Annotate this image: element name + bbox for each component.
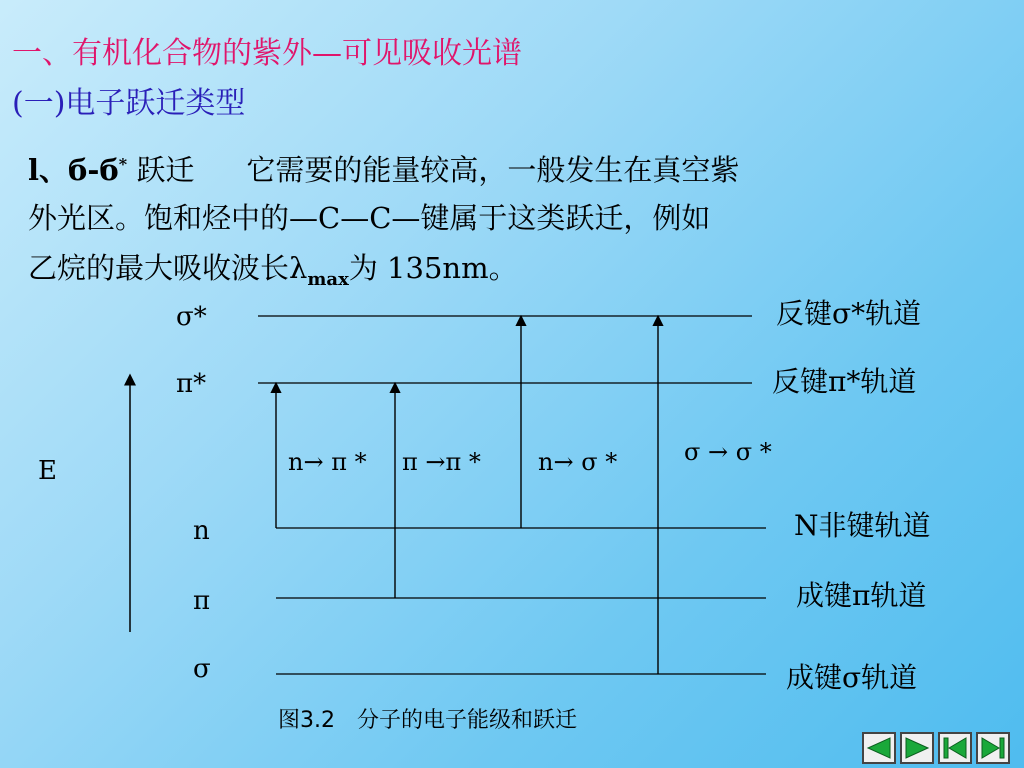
orbital-label-pi-star: 反键π*轨道	[772, 365, 917, 398]
play-left-icon	[866, 737, 892, 759]
play-right-icon	[904, 737, 930, 759]
next-button[interactable]	[900, 732, 934, 764]
skip-first-icon	[942, 737, 968, 759]
skip-last-icon	[980, 737, 1006, 759]
paragraph-line-3: 乙烷的最大吸收波长$\lambda_{max}$为 135nm。	[28, 251, 518, 290]
subsection-title: (一)电子跃迁类型	[12, 86, 246, 121]
level-label-sigma: σ	[193, 654, 211, 684]
transition-label-pi-pi: π →π *	[402, 448, 481, 476]
orbital-label-pi: 成键π轨道	[796, 579, 927, 612]
transition-label-n-sigma: n→ σ *	[538, 448, 618, 476]
slide-navigation	[862, 732, 1010, 764]
level-label-pi: π	[193, 586, 211, 616]
level-label-pi-star: π*	[176, 369, 207, 399]
orbital-label-n: N非键轨道	[794, 509, 931, 542]
level-label-sigma-star: σ*	[176, 302, 207, 332]
energy-axis-label: E	[38, 456, 57, 486]
first-button[interactable]	[938, 732, 972, 764]
previous-button[interactable]	[862, 732, 896, 764]
level-label-n: n	[193, 516, 210, 546]
orbital-label-sigma-star: 反键σ*轨道	[776, 297, 922, 330]
paragraph-line-1: l、б-б* 跃迁 它需要的能量较高，一般发生在真空紫	[28, 153, 740, 187]
transition-label-n-pi: n→ π *	[288, 448, 367, 476]
orbital-label-sigma: 成键σ轨道	[786, 661, 918, 694]
transition-label: l、б-б* 跃迁	[28, 153, 195, 187]
last-button[interactable]	[976, 732, 1010, 764]
paragraph-line-2: 外光区。饱和烃中的—C—C—键属于这类跃迁，例如	[28, 201, 711, 235]
section-title: 一、有机化合物的紫外—可见吸收光谱	[12, 36, 522, 71]
figure-caption: 图3.2 分子的电子能级和跃迁	[278, 708, 577, 733]
transition-label-sigma-sigma: σ → σ *	[684, 438, 772, 466]
